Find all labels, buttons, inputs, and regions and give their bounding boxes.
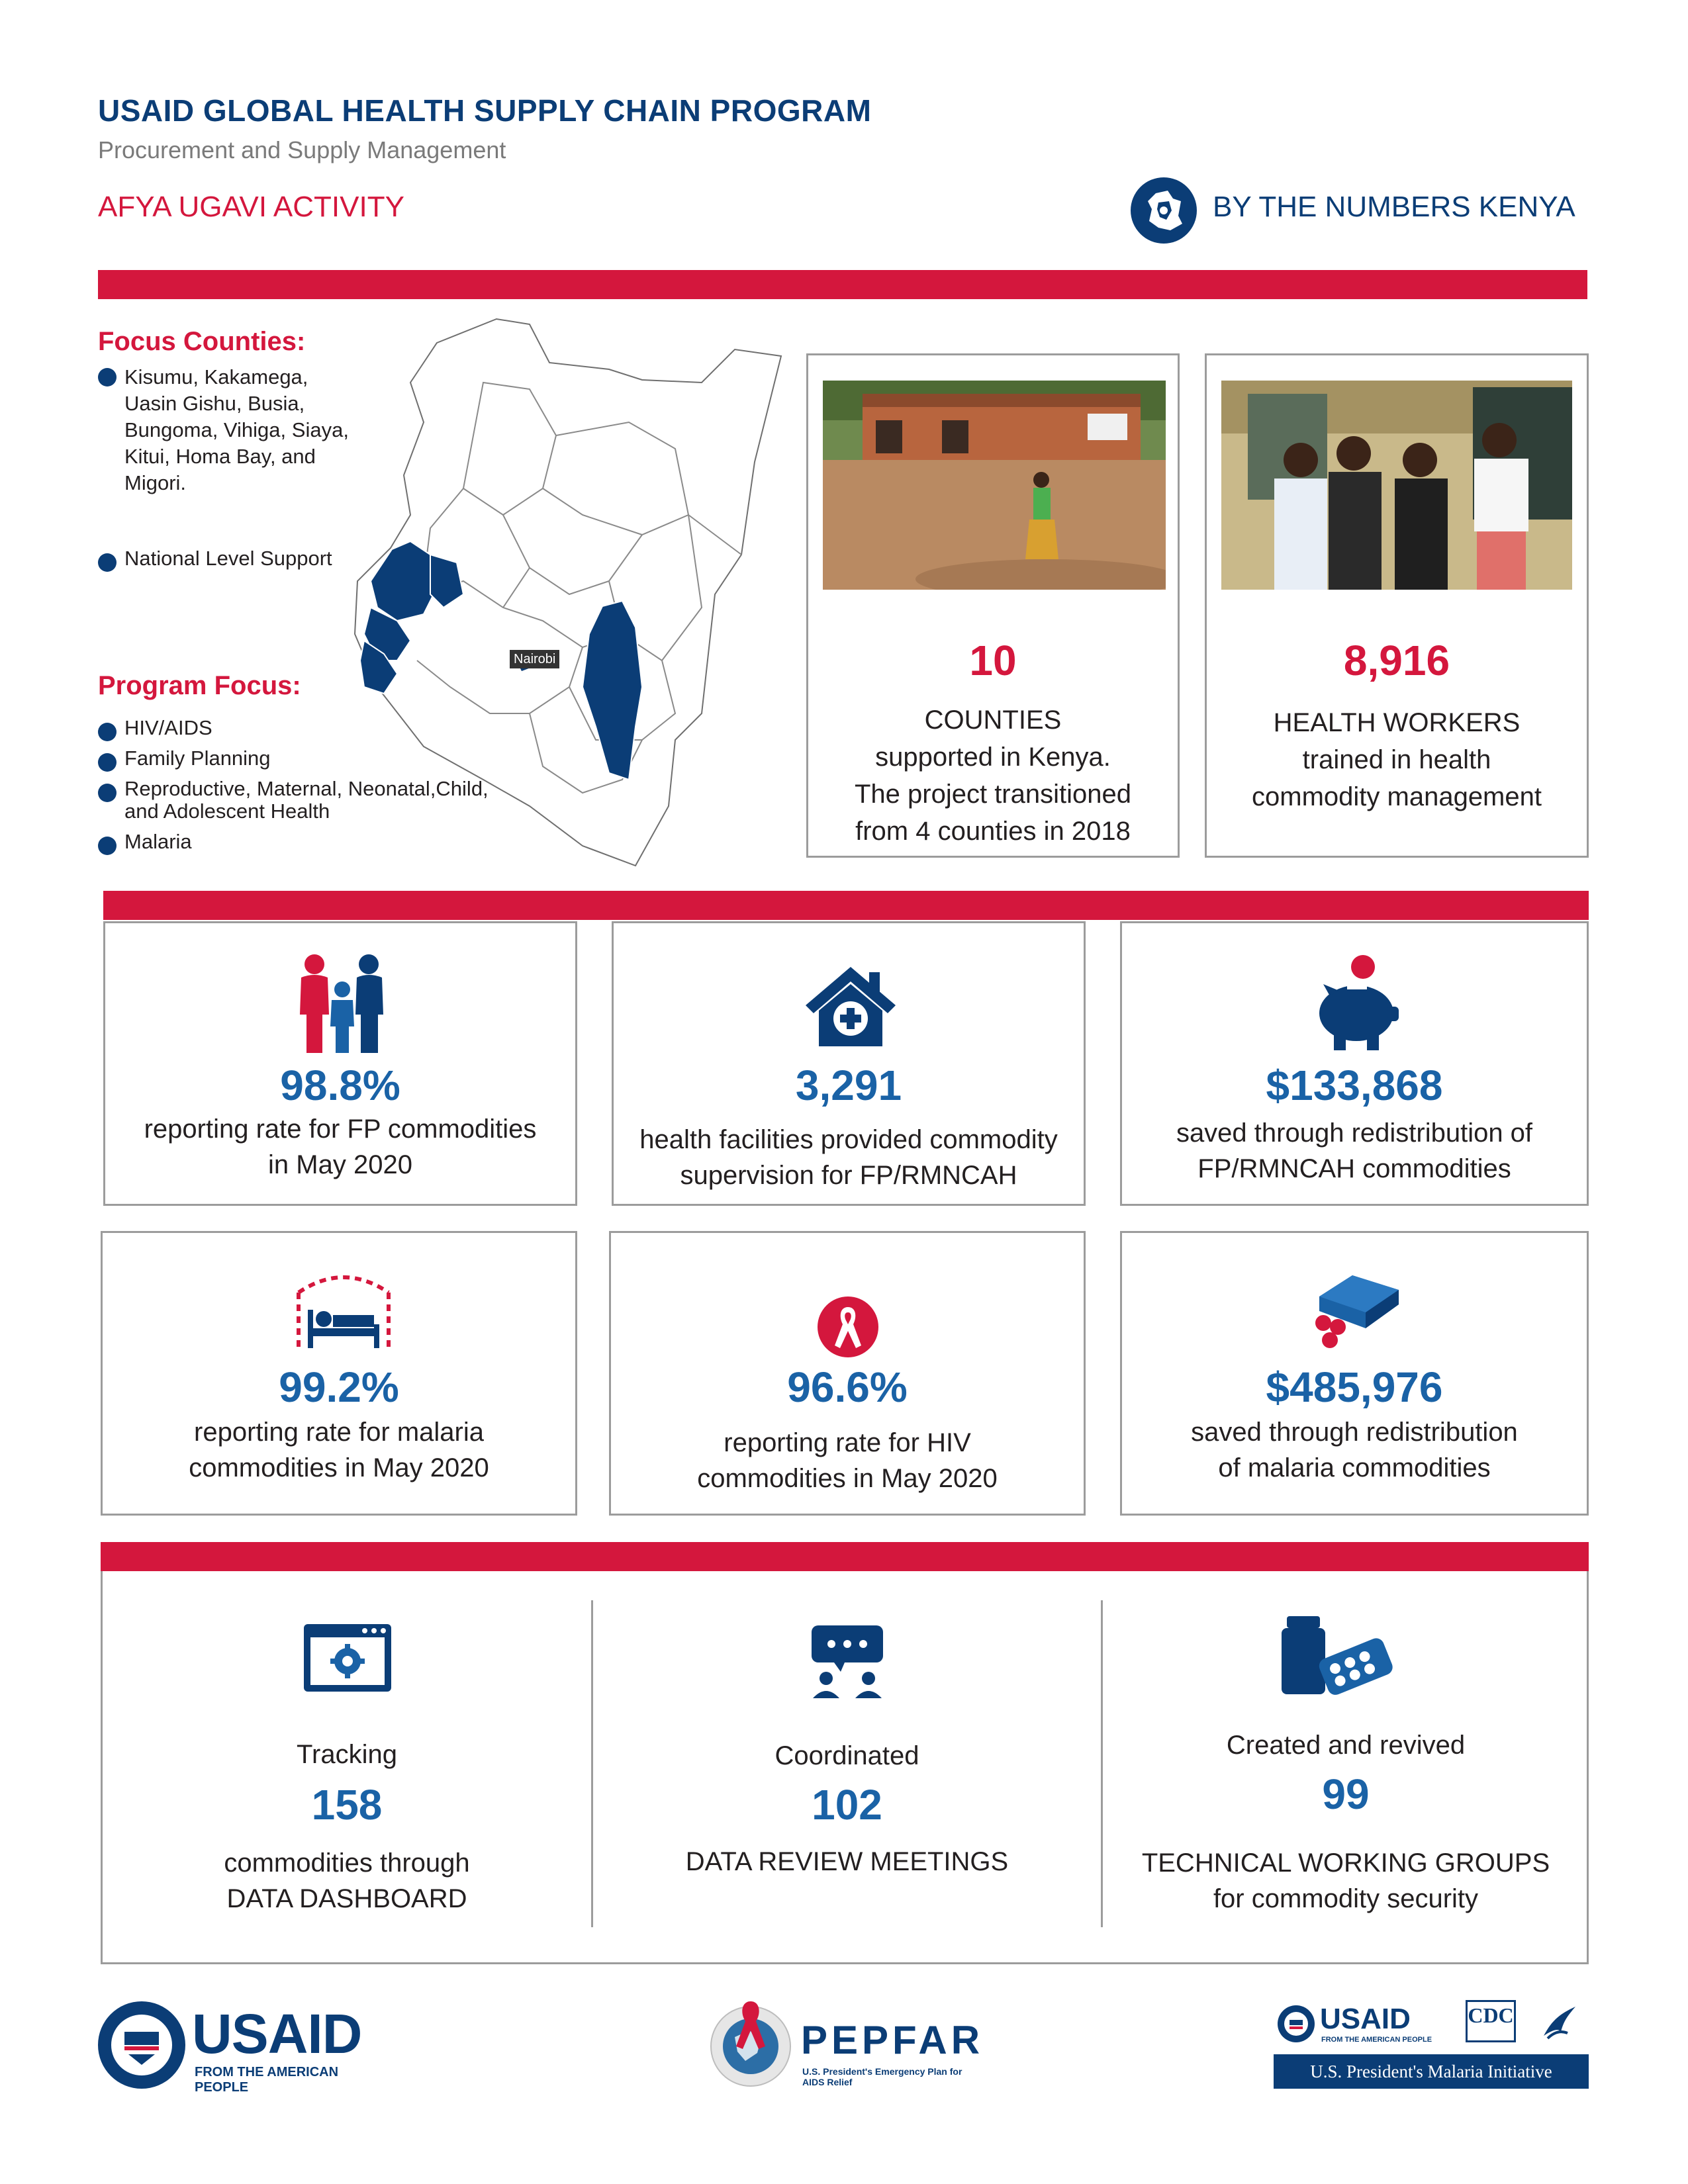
by-the-numbers-title: BY THE NUMBERS KENYA: [1213, 191, 1575, 223]
section-divider-bottom: [101, 1542, 1589, 1571]
fp-savings-number: $133,868: [1266, 1062, 1443, 1109]
pmi-usaid-wordmark: USAID: [1320, 2003, 1411, 2035]
pepfar-tagline: U.S. President's Emergency Plan for AIDS Relief: [802, 2066, 962, 2087]
fp-reporting-number: 98.8%: [280, 1062, 400, 1109]
pepfar-logo: [706, 1997, 984, 2097]
program-dot: [98, 753, 117, 772]
facilities-number: 3,291: [795, 1062, 902, 1109]
activity-title: AFYA UGAVI ACTIVITY: [98, 191, 404, 223]
national-support-label: National Level Support: [124, 547, 332, 570]
focus-county-line: Uasin Gishu, Busia,: [124, 392, 305, 415]
usaid-seal-icon: [95, 1999, 188, 2091]
stat-card-fp-reporting: [103, 921, 577, 1206]
health-workers-desc-line: commodity management: [1252, 782, 1542, 811]
hiv-reporting-number: 96.6%: [787, 1363, 908, 1411]
counties-desc-line: from 4 counties in 2018: [855, 817, 1131, 846]
twg-number: 99: [1322, 1770, 1370, 1818]
program-item: Malaria: [124, 830, 192, 853]
focus-counties-legend: [98, 364, 376, 496]
dashboard-number: 158: [311, 1781, 383, 1829]
piggy-bank-icon: [1310, 954, 1403, 1052]
twg-pre: Created and revived: [1226, 1731, 1466, 1760]
kenya-coat-of-arms-icon: [1129, 176, 1198, 245]
twg-column: [1103, 1571, 1589, 1964]
medicine-box-icon: [1306, 1270, 1405, 1352]
program-dot: [98, 723, 117, 741]
dashboard-desc-line: DATA DASHBOARD: [226, 1884, 467, 1913]
dashboard-desc-line: commodities through: [224, 1848, 470, 1878]
counties-desc-line: supported in Kenya.: [875, 743, 1111, 772]
national-support-legend: [98, 545, 376, 572]
counties-number: 10: [969, 637, 1017, 684]
health-workers-desc-line: HEALTH WORKERS: [1273, 708, 1521, 737]
bottom-stats-panel: [101, 1571, 1589, 1964]
stat-card-fp-savings: [1120, 921, 1589, 1206]
focus-counties-heading: Focus Counties:: [98, 327, 306, 356]
pmi-logo: [1274, 2000, 1589, 2093]
focus-county-line: Kitui, Homa Bay, and: [124, 445, 316, 468]
health-workers-photo: [1221, 381, 1572, 590]
program-item: Reproductive, Maternal, Neonatal,Child,: [124, 777, 489, 800]
counties-desc-line: The project transitioned: [854, 780, 1131, 809]
dashboard-gear-icon: [301, 1621, 394, 1694]
pmi-usaid-seal-icon: [1276, 2004, 1316, 2044]
pepfar-wordmark: PEPFAR: [801, 2018, 984, 2062]
health-facility-photo: [823, 381, 1166, 590]
malaria-reporting-number: 99.2%: [279, 1363, 399, 1411]
malaria-reporting-desc-line: reporting rate for malaria: [194, 1418, 484, 1447]
cdc-wordmark: CDC: [1468, 2003, 1514, 2027]
program-dot: [98, 837, 117, 855]
program-title: USAID GLOBAL HEALTH SUPPLY CHAIN PROGRAM: [98, 93, 872, 128]
fp-reporting-desc-line: reporting rate for FP commodities: [144, 1115, 537, 1144]
health-workers-desc-line: trained in health: [1302, 745, 1491, 774]
focus-county-line: Kisumu, Kakamega,: [124, 365, 308, 388]
national-support-dot: [98, 553, 117, 572]
twg-desc-line: TECHNICAL WORKING GROUPS: [1141, 1848, 1550, 1878]
program-dot: [98, 784, 117, 802]
hhs-eagle-icon: [1538, 2001, 1581, 2044]
meeting-chat-icon: [808, 1623, 887, 1700]
section-divider-middle: [103, 891, 1589, 920]
cdc-logo: [1466, 2000, 1516, 2042]
meetings-desc-line: DATA REVIEW MEETINGS: [685, 1847, 1009, 1876]
pills-bottle-icon: [1275, 1614, 1394, 1700]
malaria-reporting-desc-line: commodities in May 2020: [189, 1453, 489, 1482]
facilities-desc-line: supervision for FP/RMNCAH: [680, 1161, 1017, 1190]
facilities-desc-line: health facilities provided commodity: [639, 1125, 1058, 1154]
stat-card-hiv-reporting: [609, 1231, 1086, 1516]
program-focus-heading: Program Focus:: [98, 671, 301, 700]
malaria-savings-desc-line: saved through redistribution: [1191, 1418, 1518, 1447]
stat-card-malaria-reporting: [101, 1231, 577, 1516]
hiv-reporting-desc-line: reporting rate for HIV: [724, 1428, 971, 1457]
focus-county-line: Migori.: [124, 471, 187, 494]
program-subtitle: Procurement and Supply Management: [98, 136, 506, 163]
malaria-savings-desc-line: of malaria commodities: [1218, 1453, 1491, 1482]
meetings-column: [593, 1571, 1101, 1964]
program-item: and Adolescent Health: [124, 799, 330, 823]
malaria-savings-number: $485,976: [1266, 1363, 1443, 1411]
meetings-number: 102: [812, 1781, 882, 1829]
stat-card-facilities: [612, 921, 1086, 1206]
program-item: Family Planning: [124, 747, 271, 770]
dashboard-column: [103, 1571, 591, 1964]
counties-card: [806, 353, 1180, 858]
fp-savings-desc-line: FP/RMNCAH commodities: [1197, 1154, 1511, 1183]
pmi-usaid-tagline: FROM THE AMERICAN PEOPLE: [1321, 2036, 1432, 2044]
health-workers-number: 8,916: [1343, 637, 1450, 684]
focus-county-line: Bungoma, Vihiga, Siaya,: [124, 418, 349, 441]
map-label-nairobi: Nairobi: [510, 650, 559, 668]
stat-card-malaria-savings: [1120, 1231, 1589, 1516]
usaid-logo: [95, 1999, 387, 2095]
section-divider-top: [98, 270, 1587, 299]
dashboard-pre: Tracking: [297, 1740, 397, 1769]
focus-county-dot: [98, 368, 117, 387]
meetings-pre: Coordinated: [774, 1741, 919, 1770]
usaid-wordmark: USAID: [192, 2003, 362, 2065]
hiv-reporting-desc-line: commodities in May 2020: [697, 1464, 998, 1493]
fp-savings-desc-line: saved through redistribution of: [1176, 1118, 1533, 1148]
fp-reporting-desc-line: in May 2020: [268, 1150, 412, 1179]
pepfar-globe-icon: [706, 1997, 796, 2090]
pmi-banner: U.S. President's Malaria Initiative: [1274, 2054, 1589, 2089]
health-facility-icon: [802, 963, 900, 1049]
twg-desc-line: for commodity security: [1213, 1884, 1479, 1913]
bed-net-icon: [285, 1266, 402, 1352]
hiv-ribbon-icon: [816, 1295, 880, 1359]
counties-desc-line: COUNTIES: [924, 705, 1062, 735]
usaid-tagline: FROM THE AMERICAN PEOPLE: [195, 2065, 339, 2095]
health-workers-card: [1205, 353, 1589, 858]
program-item: HIV/AIDS: [124, 716, 212, 739]
family-icon: [296, 954, 389, 1054]
program-focus-list: [98, 715, 561, 855]
